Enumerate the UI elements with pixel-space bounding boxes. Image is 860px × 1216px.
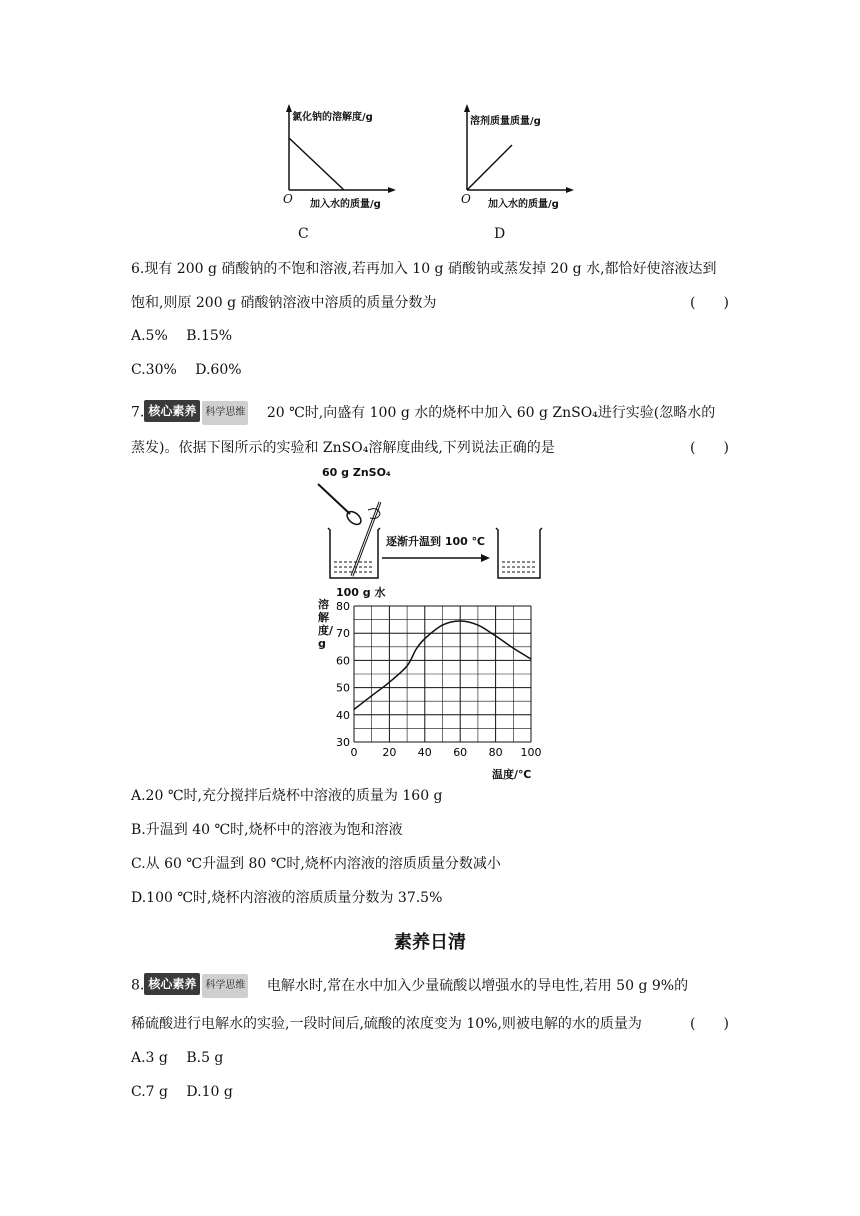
core-literacy-badge (144, 400, 248, 425)
badge-sub: 科学思维 (202, 401, 248, 425)
graph-c-caption: C (298, 226, 309, 242)
q8-text-line1: 电解水时,常在水中加入少量硫酸以增强水的导电性,若用 50 g 9%的 (266, 977, 689, 994)
q7-number: 7. (131, 404, 145, 421)
reagent-label: 60 g ZnSO₄ (322, 466, 391, 479)
q7-line2: 蒸发)。依据下图所示的实验和 ZnSO₄溶解度曲线,下列说法正确的是 (131, 440, 555, 456)
x-tick-label: 80 (488, 746, 503, 759)
liquid-right (502, 562, 536, 572)
q6-answer-paren: ( ) (690, 295, 729, 311)
y-tick-label: 50 (336, 681, 350, 695)
core-literacy-badge (144, 973, 248, 998)
q7-answer-paren: ( ) (690, 440, 729, 456)
q6-options-row1: A.5% B.15% (131, 328, 233, 344)
section-title: 素养日清 (394, 932, 466, 953)
spoon-handle (318, 484, 350, 514)
q7-line1 (131, 400, 715, 425)
water-label: 100 g 水 (336, 586, 386, 599)
graph-d-ylabel: 溶剂质量质量/g (470, 116, 541, 127)
q6-line2: 饱和,则原 200 g 硝酸钠溶液中溶质的质量分数为 (131, 295, 437, 311)
chart-ylabel: 溶解度/g (318, 598, 334, 650)
q8-number: 8. (131, 977, 145, 994)
y-tick-label: 40 (336, 708, 350, 722)
badge-main: 核心素养 (144, 973, 200, 995)
q7-option-c: C.从 60 ℃升温到 80 ℃时,烧杯内溶液的溶质质量分数减小 (131, 856, 501, 872)
badge-main: 核心素养 (144, 400, 200, 422)
q8-answer-paren: ( ) (690, 1016, 729, 1032)
x-tick-label: 100 (520, 746, 542, 759)
q6-options-row2: C.30% D.60% (131, 362, 242, 378)
y-tick-label: 30 (336, 736, 350, 749)
graph-d-line (467, 145, 512, 190)
q8-line1 (131, 973, 688, 998)
graph-c-origin: O (283, 192, 293, 206)
q7-option-d: D.100 ℃时,烧杯内溶液的溶质质量分数为 37.5% (131, 890, 443, 906)
graph-d-caption: D (494, 226, 506, 242)
graph-c-ylabel: 氯化钠的溶解度/g (292, 112, 373, 123)
graph-d-xlabel: 加入水的质量/g (488, 199, 559, 210)
badge-sub: 科学思维 (202, 974, 248, 998)
x-tick-label: 20 (382, 746, 397, 759)
beaker-right (496, 528, 542, 578)
graph-c-xlabel: 加入水的质量/g (310, 199, 381, 210)
graph-c-line (289, 138, 344, 190)
q8-options-row2: C.7 g D.10 g (131, 1084, 233, 1100)
q8-line2: 稀硫酸进行电解水的实验,一段时间后,硫酸的浓度变为 10%,则被电解的水的质量为 (131, 1016, 642, 1032)
graph-d-origin: O (461, 192, 471, 206)
y-tick-label: 60 (336, 654, 350, 668)
y-tick-label: 80 (336, 600, 350, 613)
x-tick-label: 0 (350, 746, 358, 759)
y-tick-label: 70 (336, 627, 350, 641)
solubility-chart (310, 596, 550, 786)
q7-option-a: A.20 ℃时,充分搅拌后烧杯中溶液的质量为 160 g (131, 788, 443, 804)
x-tick-label: 60 (453, 746, 468, 759)
arrow-label: 逐渐升温到 100 ℃ (386, 535, 485, 548)
q6-line1: 6.现有 200 g 硝酸钠的不饱和溶液,若再加入 10 g 硝酸钠或蒸发掉 20 g 水,都恰好使溶液达到 (131, 261, 717, 277)
q7-text-line1: 20 ℃时,向盛有 100 g 水的烧杯中加入 60 g ZnSO₄进行实验(忽略水的 (266, 404, 716, 421)
chart-xlabel: 温度/℃ (492, 768, 532, 781)
q7-option-b: B.升温到 40 ℃时,烧杯中的溶液为饱和溶液 (131, 822, 403, 838)
x-tick-label: 40 (417, 746, 432, 759)
q8-options-row1: A.3 g B.5 g (131, 1050, 224, 1066)
